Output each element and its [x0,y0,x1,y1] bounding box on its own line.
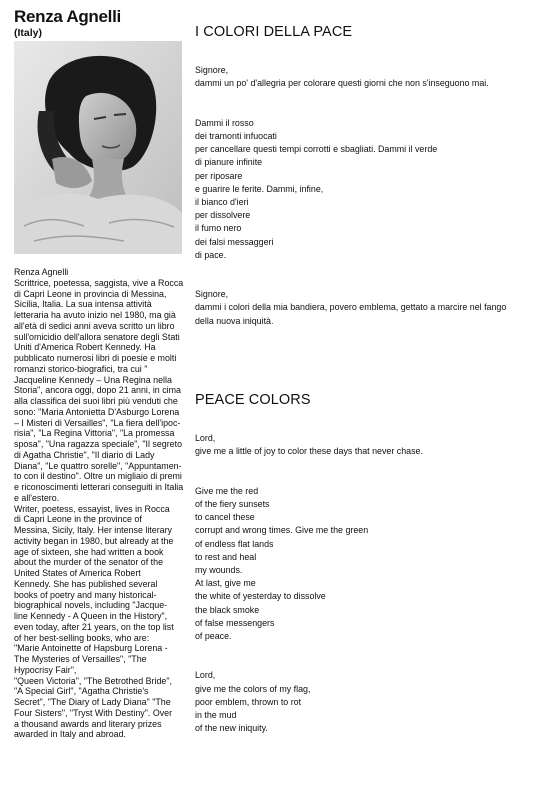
author-name: Renza Agnelli [14,7,121,26]
poem-stanza: Signore, dammi i colori della mia bandiera, povero emblema, gettato a marcire nel fango della nuova iniquità. [195,289,507,326]
poem-stanza: Lord, give me a little of joy to color these days that never chase. [195,433,423,457]
author-portrait-icon [14,41,182,254]
poem-stanza: Give me the red of the fiery sunsets to cancel these corrupt and wrong times. Give me the green of endless flat lands to rest and heal my wounds. At last, give me the white of yesterday to dissolve the black smoke of false messengers of peace. [195,485,369,642]
author-biography: Renza Agnelli Scrittrice, poetessa, saggista, vive a Rocca di Capri Leone in provincia di Messina, Sicilia, Italia. La sua intensa attività letteraria ha avuto inizio nel 1980, ma già all'età di sedici anni aveva scritto un libro sull'omicidio dell'allora senatore degli Stati Uniti d'America Robert Kennedy. Ha pubblicato numerosi libri di poesie e molti romanzi storico-biografici, tra cui " Jacqueline Kennedy – Una Regina nella Storia", ancora oggi, dopo 21 anni, in cima alla classifica dei suoi libri più venduti che sono: "Maria Antonietta D'Asburgo Lorena – I Misteri di Versailles", "La fiera dell'ipoc- risia", "La Regina Vittoria", "La promessa sposa", "Una ragazza speciale", "Il segreto di Agatha Christie", "Il diario di Lady Diana", "Le quattro sorelle", "Appuntamen- to con il destino". Oltre un migliaio di premi e riconoscimenti letterari conseguiti in Italia e all'estero. Writer, poetess, essayist, lives in Rocca di Capri Leone in the province of Messina, Sicily, Italy. Her intense literary activity began in 1980, but already at the age of sixteen, she had written a book about the murder of the senator of the United States of America Robert Kennedy. She has published several books of poetry and many historical- biographical novels, including "Jacque- line Kennedy - A Queen in the History", even today, after 21 years, on the top list of her best-selling books, who are: "Marie Antoinette of Hapsburg Lorena - The Mysteries of Versailles", "The Hypocrisy Fair", "Queen Victoria", "The Betrothed Bride", "A Special Girl", "Agatha Christie's Secret", "The Diary of Lady Diana" "The Four Sisters", "Tryst With Destiny". Over a thousand awards and literary prizes awarded in Italy and abroad. [14,267,184,740]
poem-title-italian: I COLORI DELLA PACE [195,24,353,40]
poem-title-english: PEACE COLORS [195,392,311,408]
poem-body-english [195,419,540,762]
poem-stanza: Signore, dammi un po' d'allegria per colorare questi giorni che non s'inseguono mai. [195,65,489,89]
author-country: (Italy) [14,27,43,39]
poem-stanza: Dammi il rosso dei tramonti infuocati per cancellare questi tempi corrotti e sbagliati. Dammi il verde di pianure infinite per riposare e guarire le ferite. Dammi, infine, il bianco d'ieri per dissolvere il fumo nero dei falsi messaggeri di pace. [195,117,438,260]
poem-stanza: Lord, give me the colors of my flag, poor emblem, thrown to rot in the mud of the new iniquity. [195,670,311,734]
author-photo [14,41,182,254]
poem-body-italian [195,51,540,354]
